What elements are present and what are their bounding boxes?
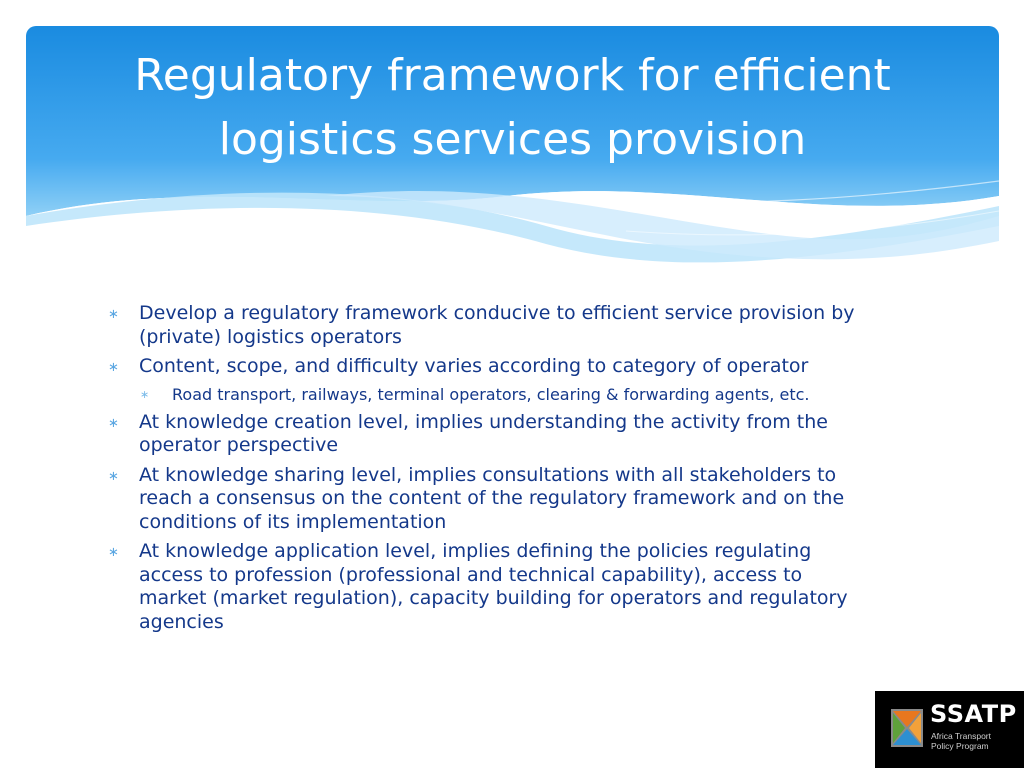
logo-name: SSATP <box>930 700 1017 728</box>
bullet-text-line: agencies <box>139 610 224 633</box>
bullet-item <box>104 355 924 379</box>
bullet-text-line: At knowledge creation level, implies understanding the activity from the <box>139 410 828 433</box>
logo-tagline <box>931 731 991 751</box>
bullet-star-icon: ∗ <box>108 415 119 431</box>
bullet-star-icon: ∗ <box>140 387 150 401</box>
slide-title-line: Regulatory framework for efficient <box>134 50 891 101</box>
bullet-text-line: Develop a regulatory framework conducive to efficient service provision by <box>139 302 855 324</box>
bullet-text-line: (private) logistics operators <box>139 325 402 348</box>
bullet-item <box>104 302 924 349</box>
bullet-text-line: operator perspective <box>139 434 339 456</box>
bullet-star-icon: ∗ <box>108 307 119 322</box>
bullet-item <box>104 540 924 634</box>
bullet-text-line: reach a consensus on the content of the regulatory framework and on the <box>139 487 845 509</box>
slide-title <box>26 44 999 172</box>
logo-tagline-line: Policy Program <box>931 741 989 751</box>
bullet-item <box>104 411 924 458</box>
bullet-list <box>104 302 924 640</box>
bullet-text-line: At knowledge application level, implies defining the policies regulating <box>139 540 812 562</box>
slide-title-line: logistics services provision <box>218 114 807 165</box>
logo-tagline-line: Africa Transport <box>931 731 991 741</box>
bullet-text-line: Content, scope, and difficulty varies according to category of operator <box>139 355 809 377</box>
bullet-text-line: access to profession (professional and technical capability), access to <box>139 563 803 586</box>
sub-bullet-item <box>104 385 924 405</box>
bullet-star-icon: ∗ <box>108 545 119 560</box>
bullet-text-line: At knowledge sharing level, implies consultations with all stakeholders to <box>139 463 837 486</box>
bullet-star-icon: ∗ <box>108 468 119 484</box>
ssatp-logo <box>875 691 1024 768</box>
bullet-text-line: Road transport, railways, terminal operators, clearing & forwarding agents, etc. <box>172 384 810 404</box>
bullet-text-line: conditions of its implementation <box>139 510 447 533</box>
bullet-star-icon: ∗ <box>108 360 119 375</box>
bullet-text-line: market (market regulation), capacity building for operators and regulatory <box>139 587 848 609</box>
bullet-item <box>104 464 924 535</box>
ssatp-x-mark-icon <box>891 705 923 751</box>
